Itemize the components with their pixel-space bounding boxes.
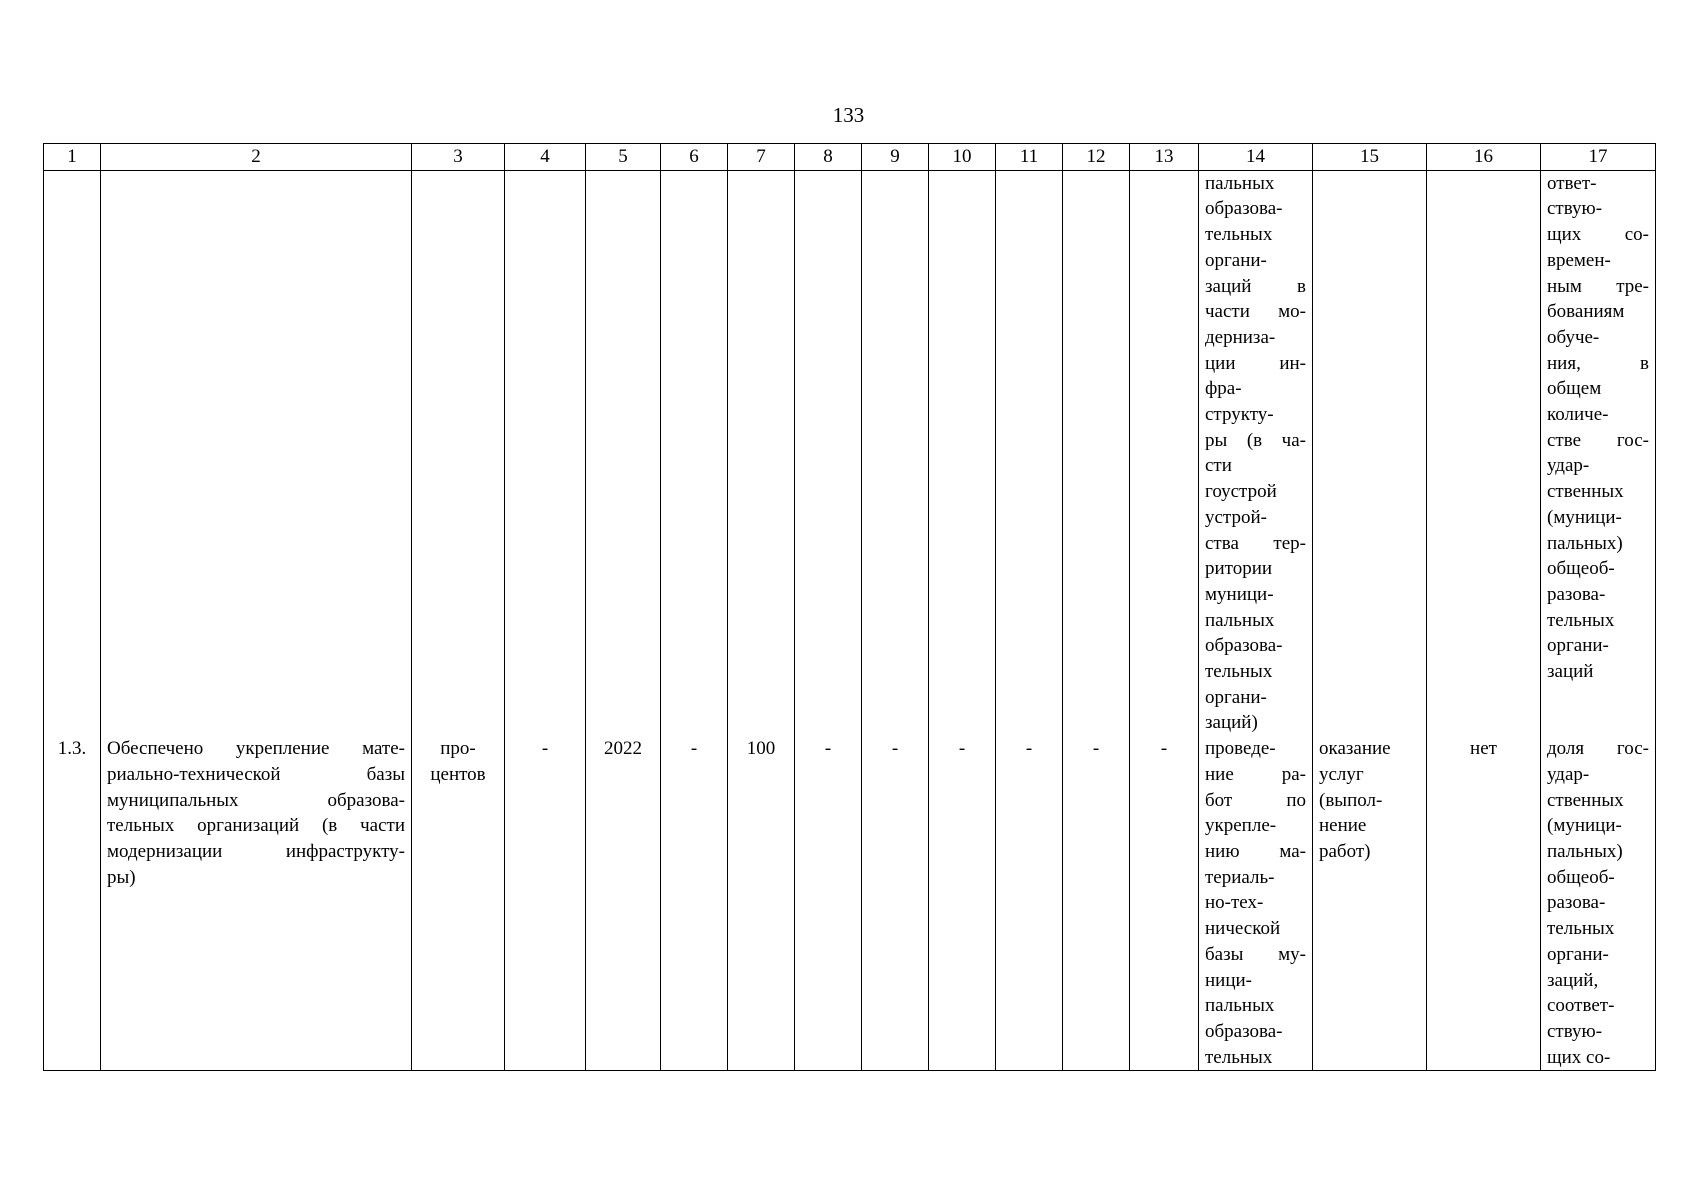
cell-line: образова- [1205,198,1283,220]
cell-line: общеоб- [1547,866,1615,888]
cell-line: оказание [1319,738,1391,760]
cell-line: риально-технической базы [107,763,405,785]
cell-line: про- [440,738,476,760]
cell-line: бованиям [1547,301,1625,323]
cell-line: органи- [1205,686,1267,708]
cell-line: заций) [1205,712,1258,734]
header-cell-14: 14 [1199,144,1313,171]
cell-line: пальных [1205,609,1275,631]
cell-line: разова- [1547,583,1606,605]
cell-line: ции ин- [1205,352,1306,374]
cell-line: ние ра- [1205,763,1306,785]
cell-line: (муници- [1547,815,1622,837]
cell-col-10: - [929,736,996,1071]
cell [1427,170,1541,736]
cell-line: структу- [1205,404,1274,426]
cell-result-name [101,736,412,1071]
header-cell-4: 4 [505,144,586,171]
cell-line: ным тре- [1547,275,1649,297]
header-cell-5: 5 [586,144,661,171]
cell-event-description-cont [1199,170,1313,736]
cell-line: ритории [1205,558,1273,580]
cell-line: работ) [1319,840,1371,862]
cell-line: ственных [1547,481,1624,503]
cell-line: тельных [1547,918,1615,940]
cell-line: пальных [1205,995,1275,1017]
cell-line: ры) [107,866,136,888]
cell-line: органи- [1205,249,1267,271]
cell-line: фра- [1205,378,1242,400]
cell-line: органи- [1547,635,1609,657]
cell-line: тельных [1205,224,1273,246]
cell-line: ства тер- [1205,532,1306,554]
cell-col-4: - [505,736,586,1071]
cell-indicator-cont [1541,170,1656,736]
cell [728,170,795,736]
cell-line: тельных [1205,661,1273,683]
cell-line: ствую- [1547,198,1603,220]
header-cell-12: 12 [1063,144,1130,171]
header-cell-9: 9 [862,144,929,171]
cell-line: пальных) [1547,532,1623,554]
cell-line: ственных [1547,789,1624,811]
cell [795,170,862,736]
cell-line: нию ма- [1205,840,1306,862]
header-cell-6: 6 [661,144,728,171]
cell-line: ствую- [1547,1020,1603,1042]
cell-line: тельных организаций (в части [107,815,405,837]
cell-line: тельных [1205,1046,1273,1068]
cell [412,170,505,736]
cell-line: ры (в ча- [1205,429,1306,451]
cell-indicator [1541,736,1656,1071]
cell [1130,170,1199,736]
cell-line: органи- [1547,943,1609,965]
cell-line: муници- [1205,583,1274,605]
header-cell-15: 15 [1313,144,1427,171]
cell-line: муниципальных образова- [107,789,405,811]
cell [996,170,1063,736]
cell [44,170,101,736]
cell-line: удар- [1547,763,1590,785]
cell [586,170,661,736]
cell-line: дерниза- [1205,326,1276,348]
cell-base-year: 2022 [586,736,661,1071]
cell-line: укрепле- [1205,815,1277,837]
cell-col-11: - [996,736,1063,1071]
cell-line: нение [1319,815,1367,837]
header-row [44,144,1656,171]
cell-line: количе- [1547,404,1609,426]
cell-line: ответ- [1547,172,1597,194]
header-cell-3: 3 [412,144,505,171]
cell [101,170,412,736]
cell-line: стве гос- [1547,429,1649,451]
table-row-continuation [44,170,1656,736]
cell [929,170,996,736]
cell-number: 1.3. [44,736,101,1071]
cell-line: тельных [1547,609,1615,631]
cell-col-16: нет [1427,736,1541,1071]
cell-line: общеоб- [1547,558,1615,580]
cell-line: центов [430,763,486,785]
cell-line: (выпол- [1319,789,1383,811]
cell-line: разова- [1547,892,1606,914]
cell-line: заций в [1205,275,1306,297]
cell-line: заций [1547,661,1594,683]
header-cell-11: 11 [996,144,1063,171]
header-cell-16: 16 [1427,144,1541,171]
header-cell-2: 2 [101,144,412,171]
cell-col-9: - [862,736,929,1071]
cell [1063,170,1130,736]
cell-line: удар- [1547,455,1590,477]
cell-line: щих со- [1547,224,1649,246]
cell-line: пальных) [1547,840,1623,862]
header-cell-13: 13 [1130,144,1199,171]
cell-line: услуг [1319,763,1364,785]
cell-line: части мо- [1205,301,1306,323]
cell-col-6: - [661,736,728,1071]
cell [505,170,586,736]
table-row-1-3 [44,736,1656,1071]
header-cell-8: 8 [795,144,862,171]
cell-line: образова- [1205,635,1283,657]
cell-line: проведе- [1205,738,1276,760]
cell-line: модернизации инфраструкту- [107,840,405,862]
cell-line: обуче- [1547,326,1600,348]
cell-line: но-тех- [1205,892,1264,914]
cell [1313,170,1427,736]
page-number: 133 [832,103,865,127]
data-table [43,143,1656,1071]
cell-line: бот по [1205,789,1306,811]
cell-event-description [1199,736,1313,1071]
cell-line: (муници- [1547,506,1622,528]
cell-line: гоустрой [1205,481,1277,503]
cell-line: щих со- [1547,1046,1611,1068]
header-cell-7: 7 [728,144,795,171]
cell-line: териаль- [1205,866,1275,888]
cell-col-12: - [1063,736,1130,1071]
cell-line: заций, [1547,969,1599,991]
cell-line: базы му- [1205,943,1306,965]
cell [862,170,929,736]
cell-line: нической [1205,918,1281,940]
cell-col-13: - [1130,736,1199,1071]
cell-line: пальных [1205,172,1275,194]
cell-line: доля гос- [1547,738,1649,760]
cell-line: Обеспечено укрепление мате- [107,738,405,760]
cell-value: 100 [728,736,795,1071]
header-cell-17: 17 [1541,144,1656,171]
cell-line: ния, в [1547,352,1649,374]
header-cell-1: 1 [44,144,101,171]
cell-line: времен- [1547,249,1611,271]
cell-result-type [1313,736,1427,1071]
header-cell-10: 10 [929,144,996,171]
cell-line: сти [1205,455,1232,477]
cell-unit [412,736,505,1071]
cell-line: ници- [1205,969,1252,991]
cell-line: устрой- [1205,506,1267,528]
cell-line: образова- [1205,1020,1283,1042]
cell-col-8: - [795,736,862,1071]
cell-line: общем [1547,378,1602,400]
cell [661,170,728,736]
cell-line: соответ- [1547,995,1615,1017]
